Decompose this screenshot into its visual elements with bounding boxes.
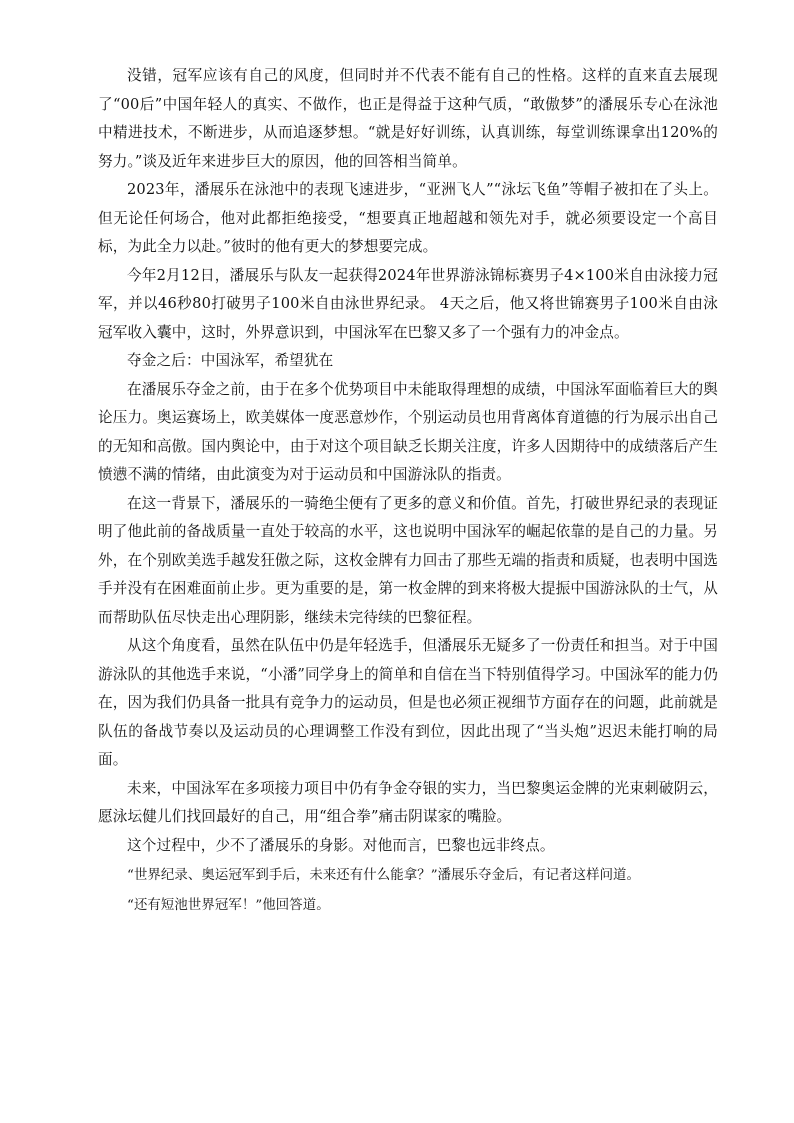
paragraph-2023-progress: 2023年，潘展乐在泳池中的表现飞速进步，“亚洲飞人”“泳坛飞鱼”等帽子被扣在了头上。但无论任何场合，他对此都拒绝接受，“想要真正地超越和领先对手，就必须要设定一个高目标，为此全力以赴。”彼时的他有更大的梦想要完成。 xyxy=(98,181,718,255)
paragraph-significance: 在这一背景下，潘展乐的一骑绝尘便有了更多的意义和价值。首先，打破世界纪录的表现证明了他此前的备战质量一直处于较高的水平，这也说明中国泳军的崛起依靠的是自己的力量。另外，在个别欧美选手越发狂傲之际，这枚金牌有力回击了那些无端的指责和质疑，也表明中国选手并没有在困难面前止步。更为重要的是，第一枚金牌的到来将极大提振中国游泳队的士气，从而帮助队伍尽快走出心理阴影，继续未完待续的巴黎征程。 xyxy=(98,494,718,626)
quote-reporter-question: “世界纪录、奥运冠军到手后，未来还有什么能拿？”潘展乐夺金后，有记者这样问道。 xyxy=(127,868,641,883)
paragraph-public-pressure: 在潘展乐夺金之前，由于在多个优势项目中未能取得理想的成绩，中国泳军面临着巨大的舆论压力。奥运赛场上，欧美媒体一度恶意炒作，个别运动员也用背离体育道德的行为展示出自己的无知和高傲。国内舆论中，由于对这个项目缺乏长期关注度，许多人因期待中的成绩落后产生愤懑不满的情绪，由此演变为对于运动员和中国游泳队的指责。 xyxy=(98,380,718,483)
paragraph-responsibility: 从这个角度看，虽然在队伍中仍是年轻选手，但潘展乐无疑多了一份责任和担当。对于中国游泳队的其他选手来说，“小潘”同学身上的简单和自信在当下特别值得学习。中国泳军的能力仍在，因为我们仍具备一批具有竞争力的运动员，但是也必须正视细节方面存在的问题，此前就是队伍的备战节奏以及运动员的心理调整工作没有到位，因此出现了“当头炮”迟迟未能打响的局面。 xyxy=(98,637,718,768)
section-heading: 夺金之后：中国泳军，希望犹在 xyxy=(127,352,334,369)
paragraph-character: 没错，冠军应该有自己的风度，但同时并不代表不能有自己的性格。这样的直来直去展现了“00后”中国年轻人的真实、不做作，也正是得益于这种气质，“敢傲梦”的潘展乐专心在泳池中精进技术，不断进步，从而追逐梦想。“就是好好训练，认真训练，每堂训练课拿出120%的努力。”谈及近年来进步巨大的原因，他的回答相当简单。 xyxy=(98,67,718,170)
paragraph-not-endpoint: 这个过程中，少不了潘展乐的身影。对他而言，巴黎也远非终点。 xyxy=(127,836,555,854)
quote-answer: “还有短池世界冠军！”他回答道。 xyxy=(127,898,330,913)
document-page xyxy=(98,62,718,920)
paragraph-world-record: 今年2月12日，潘展乐与队友一起获得2024年世界游泳锦标赛男子4×100米自由泳接力冠军，并以46秒80打破男子100米自由泳世界纪录。 4天之后，他又将世锦赛男子100米自由泳冠军收入囊中，这时，外界意识到，中国泳军在巴黎又多了一个强有力的冲金点。 xyxy=(98,266,718,341)
paragraph-future: 未来，中国泳军在多项接力项目中仍有争金夺银的实力，当巴黎奥运金牌的光束刺破阴云，愿泳坛健儿们找回最好的自己，用“组合拳”痛击阴谋家的嘴脸。 xyxy=(98,779,718,825)
